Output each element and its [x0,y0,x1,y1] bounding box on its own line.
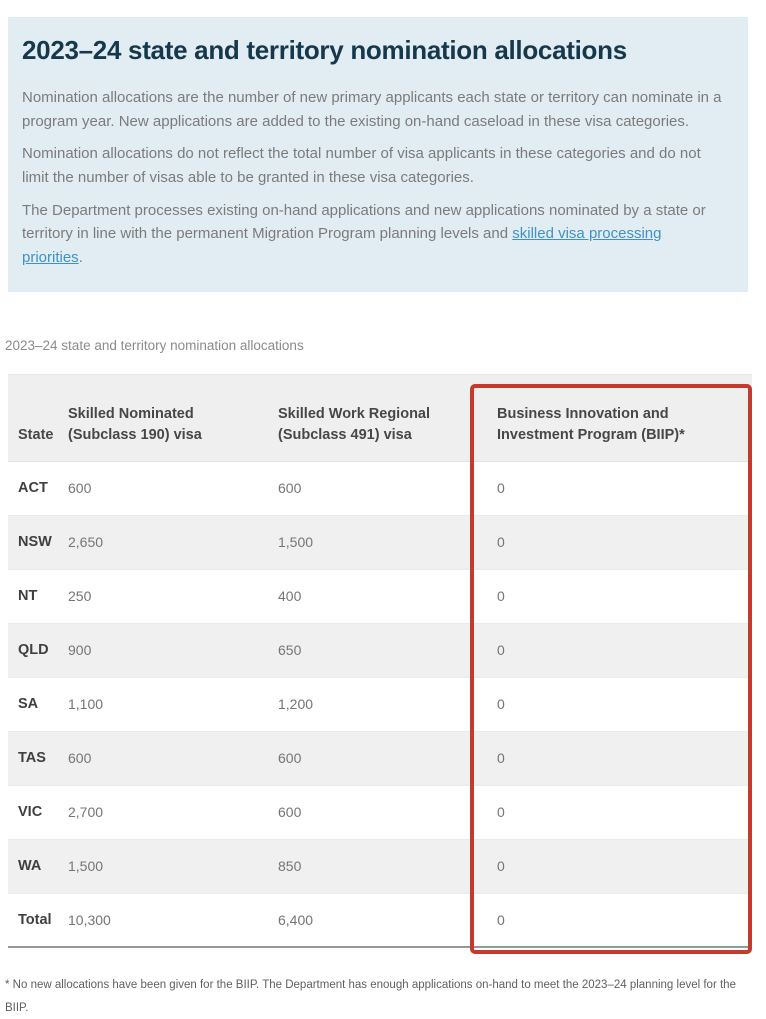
allocations-table-container [8,374,752,949]
skilled-visa-processing-priorities-link[interactable]: skilled visa processing priorities [22,225,662,267]
table-row-act [8,461,752,515]
table-row-wa [8,839,752,893]
state-cell: NT [8,569,68,623]
value-190-cell: 600 [68,461,278,515]
value-491-cell: 600 [278,461,497,515]
table-row-nsw [8,515,752,569]
state-cell: TAS [8,731,68,785]
value-biip-cell: 0 [497,893,752,947]
table-row-tas [8,731,752,785]
state-cell: NSW [8,515,68,569]
column-header-state: State [8,374,68,461]
value-190-cell: 1,500 [68,839,278,893]
value-biip-cell: 0 [497,785,752,839]
hero-paragraph-3 [22,199,722,270]
allocations-table [8,374,752,949]
value-491-cell: 850 [278,839,497,893]
state-cell: QLD [8,623,68,677]
value-biip-cell: 0 [497,839,752,893]
hero-paragraph-1: Nomination allocations are the number of new primary applicants each state or territory can nominate in a program year. New applications are added to the existing on-hand caseload in these visa categories. [22,89,722,130]
value-biip-cell: 0 [497,515,752,569]
table-row-qld [8,623,752,677]
column-header-subclass-190: Skilled Nominated (Subclass 190) visa [68,374,278,461]
value-491-cell: 400 [278,569,497,623]
value-190-cell: 600 [68,731,278,785]
value-biip-cell: 0 [497,731,752,785]
column-header-biip: Business Innovation and Investment Program (BIIP)* [497,374,752,461]
value-491-cell: 1,200 [278,677,497,731]
page-title: 2023–24 state and territory nomination allocations [22,35,627,65]
value-491-cell: 1,500 [278,515,497,569]
value-491-cell: 600 [278,785,497,839]
value-190-cell: 2,650 [68,515,278,569]
value-491-cell: 600 [278,731,497,785]
hero-paragraph-3-text: The Department processes existing on-hand applications and new applications nominated by a state or territory in line with the permanent Migration Program planning levels and [22,201,706,243]
hero-banner [8,17,748,292]
value-190-cell: 900 [68,623,278,677]
hero-paragraph-2: Nomination allocations do not reflect the total number of visa applicants in these categories and do not limit the number of visas able to be granted in these visa categories. [22,145,701,187]
value-190-cell: 10,300 [68,893,278,947]
value-190-cell: 250 [68,569,278,623]
table-row-total [8,893,752,947]
value-biip-cell: 0 [497,623,752,677]
table-row-sa [8,677,752,731]
value-190-cell: 1,100 [68,677,278,731]
value-190-cell: 2,700 [68,785,278,839]
value-491-cell: 650 [278,623,497,677]
table-caption: 2023–24 state and territory nomination allocations [5,337,304,353]
table-row-nt [8,569,752,623]
hero-paragraph-3-period: . [78,249,83,267]
state-cell: Total [8,893,68,947]
state-cell: ACT [8,461,68,515]
table-row-vic [8,785,752,839]
state-cell: SA [8,677,68,731]
state-cell: WA [8,839,68,893]
value-biip-cell: 0 [497,461,752,515]
state-cell: VIC [8,785,68,839]
table-header-row [8,374,752,461]
column-header-subclass-491: Skilled Work Regional (Subclass 491) visa [278,374,497,461]
biip-footnote: * No new allocations have been given for the BIIP. The Department has enough applications on-hand to meet the 2023–24 planning level for the BIIP. [5,979,736,1014]
value-biip-cell: 0 [497,677,752,731]
value-biip-cell: 0 [497,569,752,623]
value-491-cell: 6,400 [278,893,497,947]
